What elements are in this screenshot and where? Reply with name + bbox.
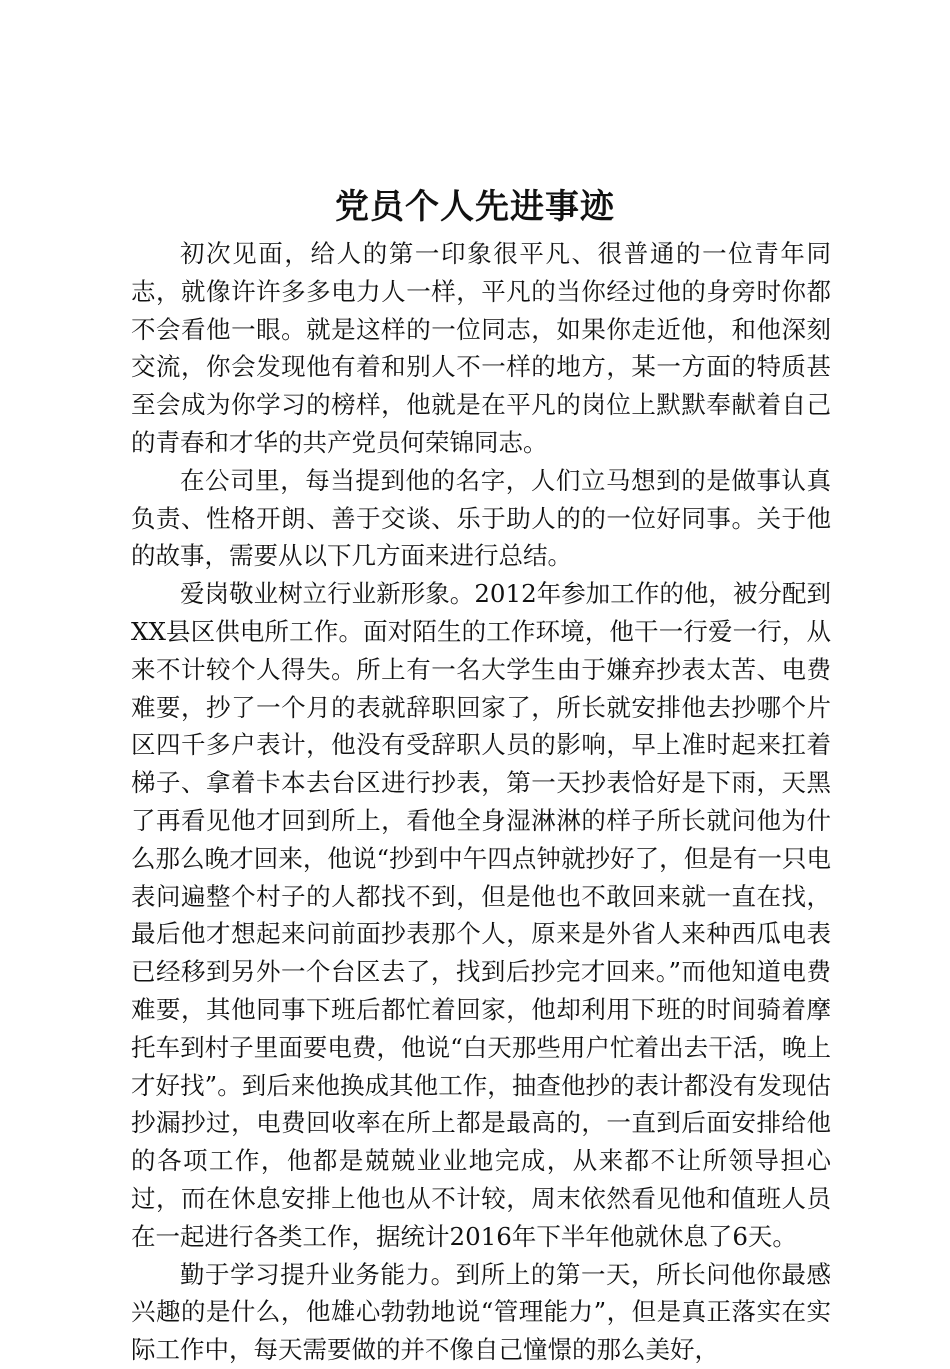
paragraph-reputation: 在公司里，每当提到他的名字，人们立马想到的是做事认真负责、性格开朗、善于交谈、乐于助人的的一位好同事。关于他的故事，需要从以下几方面来进行总结。 xyxy=(131,465,831,571)
document-title: 党员个人先进事迹 xyxy=(335,187,615,227)
paragraph-learning: 勤于学习提升业务能力。到所上的第一天，所长问他你最感兴趣的是什么，他雄心勃勃地说“管理能力”，但是真正落实在实际工作中，每天需要做的并不像自己憧憬的那么美好， xyxy=(131,1259,831,1365)
document-body xyxy=(131,235,831,1369)
paragraph-dedication: 爱岗敬业树立行业新形象。2012年参加工作的他，被分配到XX县区供电所工作。面对陌生的工作环境，他干一行爱一行，从来不计较个人得失。所上有一名大学生由于嫌弃抄表太苦、电费难要，抄了一个月的表就辞职回家了，所长就安排他去抄哪个片区四千多户表计，他没有受辞职人员的影响，早上准时起来扛着梯子、拿着卡本去台区进行抄表，第一天抄表恰好是下雨，天黑了再看见他才回到所上，看他全身湿淋淋的样子所长就问他为什么那么晚才回来，他说“抄到中午四点钟就抄好了，但是有一只电表问遍整个村子的人都找不到，但是他也不敢回来就一直在找，最后他才想起来问前面抄表那个人，原来是外省人来种西瓜电表已经移到另外一个台区去了，找到后抄完才回来。”而他知道电费难要，其他同事下班后都忙着回家，他却利用下班的时间骑着摩托车到村子里面要电费，他说“白天那些用户忙着出去干活，晚上才好找”。到后来他换成其他工作，抽查他抄的表计都没有发现估抄漏抄过，电费回收率在所上都是最高的，一直到后面安排给他的各项工作，他都是兢兢业业地完成，从来都不让所领导担心过，而在休息安排上他也从不计较，周末依然看见他和值班人员在一起进行各类工作，据统计2016年下半年他就休息了6天。 xyxy=(131,579,831,1251)
paragraph-intro: 初次见面，给人的第一印象很平凡、很普通的一位青年同志，就像许许多多电力人一样，平凡的当你经过他的身旁时你都不会看他一眼。就是这样的一位同志，如果你走近他，和他深刻交流，你会发现他有着和别人不一样的地方，某一方面的特质甚至会成为你学习的榜样，他就是在平凡的岗位上默默奉献着自己的青春和才华的共产党员何荣锦同志。 xyxy=(131,239,831,457)
